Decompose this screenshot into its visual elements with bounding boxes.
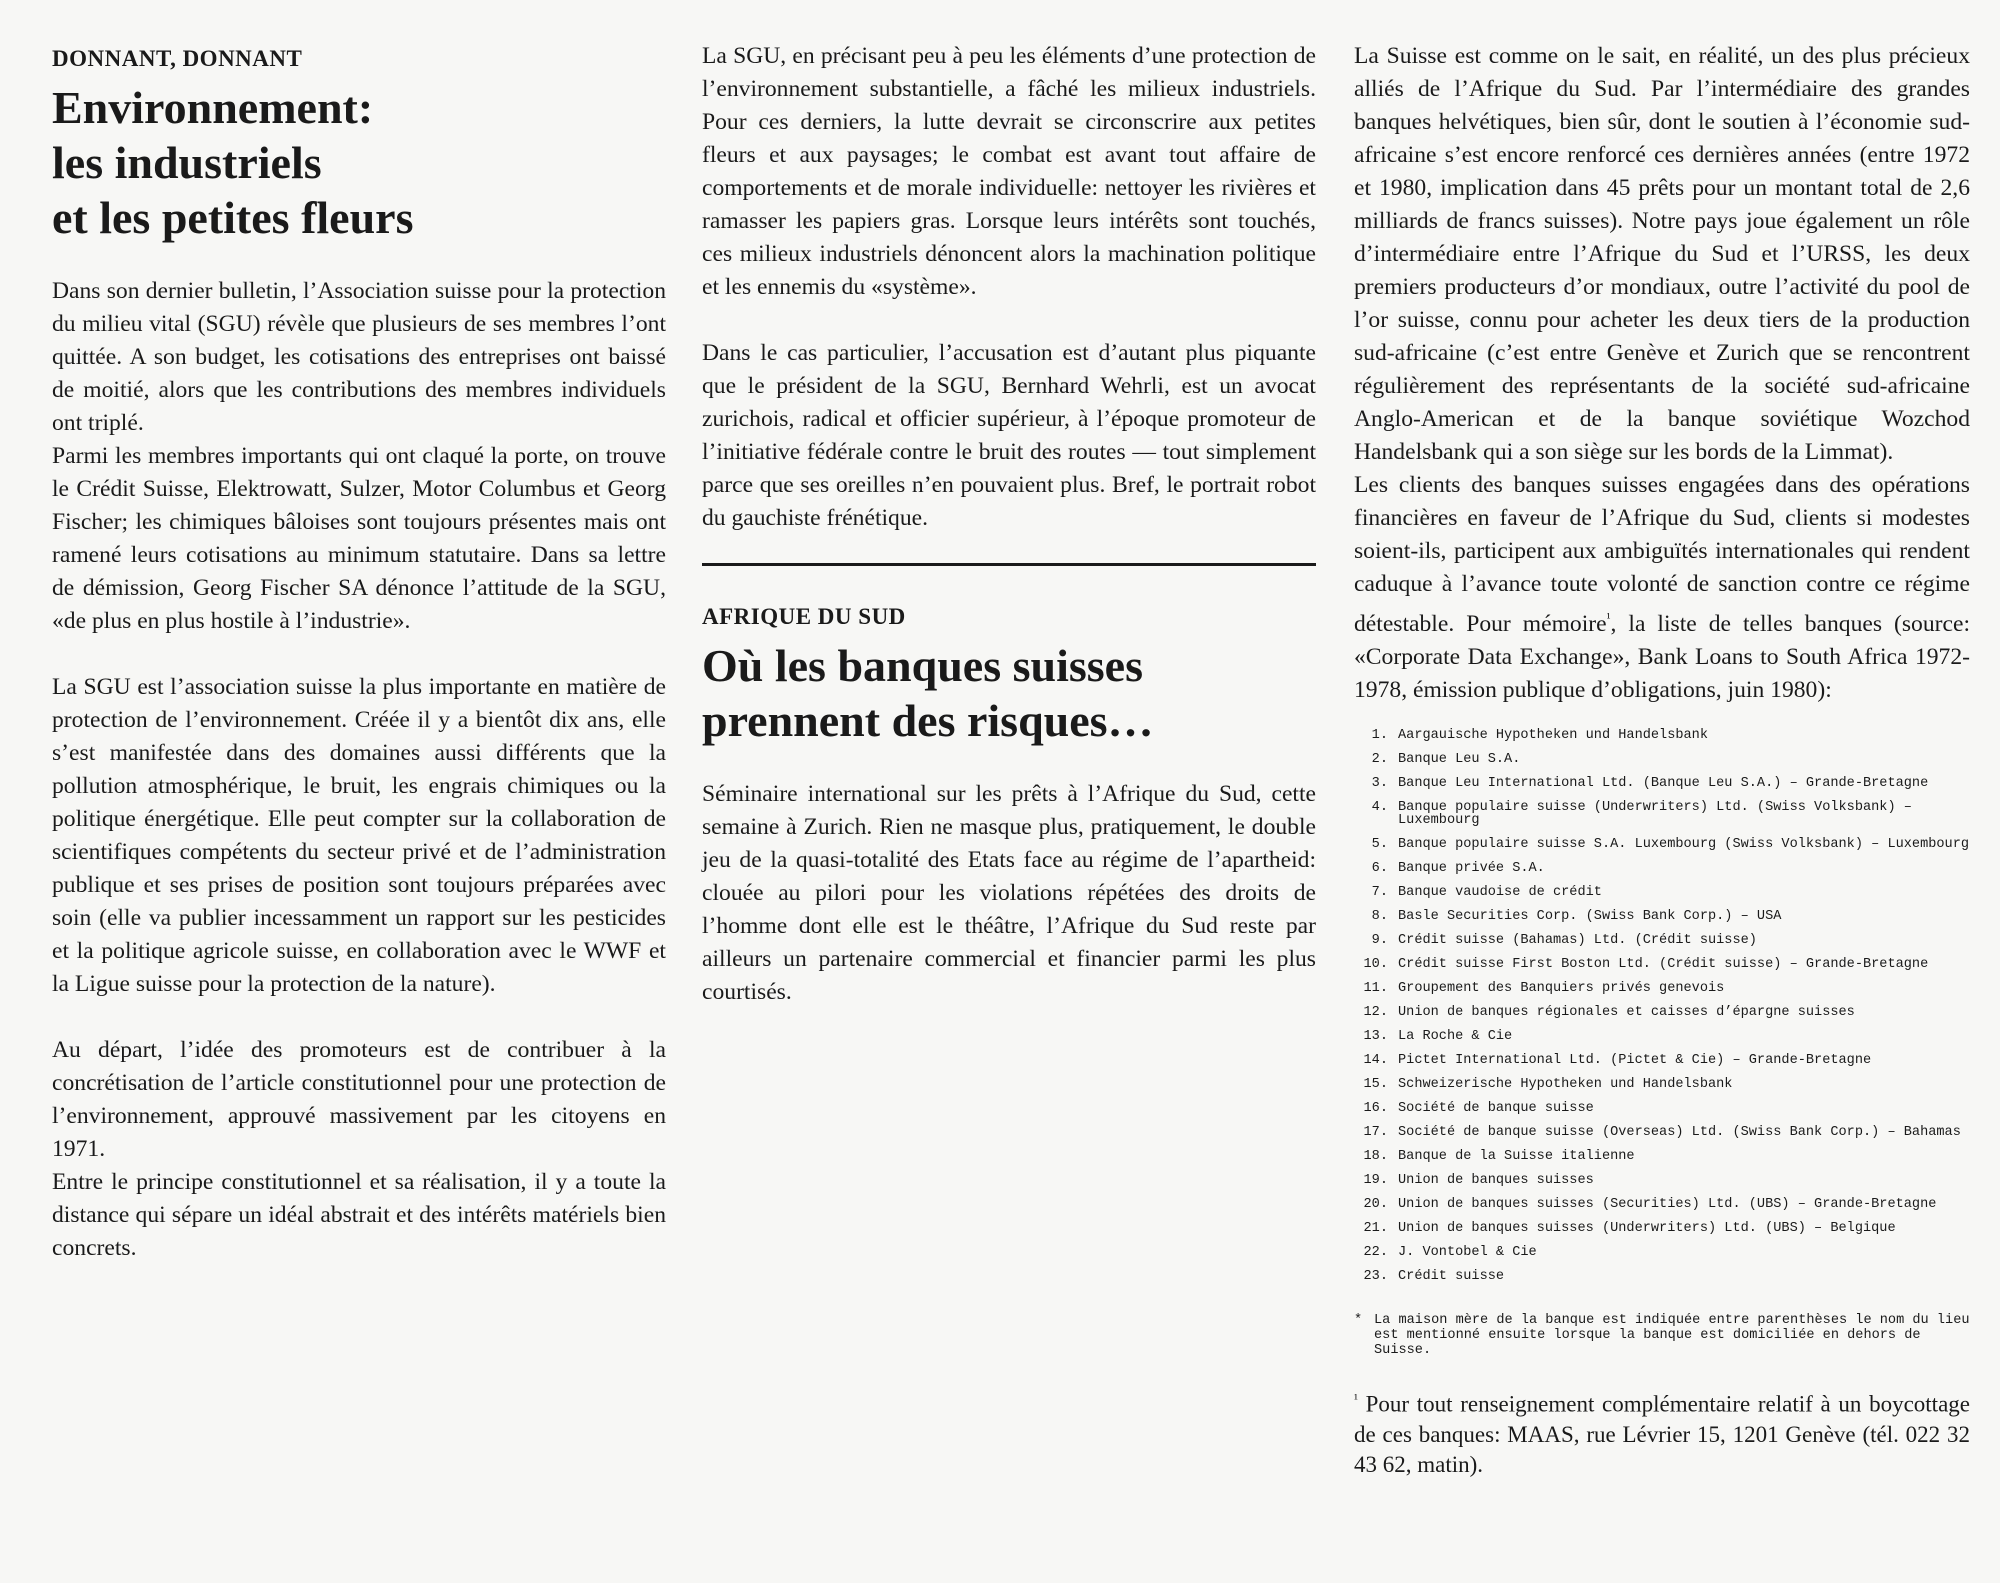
bank-list-item bbox=[1354, 1126, 1970, 1139]
footnote-ref: ¹ bbox=[1606, 610, 1611, 625]
bank-name: Union de banques suisses (Underwriters) Ltd. (UBS) – Belgique bbox=[1398, 1220, 1896, 1236]
bank-number: 17. bbox=[1363, 1124, 1388, 1140]
bank-list-item bbox=[1354, 934, 1970, 947]
bank-name: Crédit suisse (Bahamas) Ltd. (Crédit suisse) bbox=[1398, 932, 1757, 948]
bank-name: Aargauische Hypotheken und Handelsbank bbox=[1398, 727, 1708, 743]
article1-kicker: DONNANT, DONNANT bbox=[52, 46, 303, 71]
bank-name: Groupement des Banquiers privés genevois bbox=[1398, 980, 1725, 996]
bank-number: 19. bbox=[1363, 1172, 1388, 1188]
headline-line: Environnement: bbox=[52, 82, 374, 133]
bank-list-item bbox=[1354, 1150, 1970, 1163]
bank-list bbox=[1354, 729, 1970, 1283]
article1-headline bbox=[52, 80, 666, 245]
bank-name: Banque de la Suisse italienne bbox=[1398, 1148, 1635, 1164]
footnote-marker: ¹ bbox=[1354, 1390, 1358, 1406]
paragraph: La Suisse est comme on le sait, en réalité, un des plus précieux alliés de l’Afrique du Sud. Par l’intermédiaire des grandes banques helvétiques, bien sûr, dont le soutien à l’économie sud-africaine s’est encore renforcé ces dernières années (entre 1972 et 1980, implication dans 45 prêts pour un montant total de 2,6 milliards de francs suisses). Notre pays joue également un rôle d’intermédiaire entre l’Afrique du Sud et l’URSS, les deux premiers producteurs d’or mondiaux, outre l’activité du pool de l’or suisse, connu pour acheter les deux tiers de la production sud-africaine (c’est entre Genève et Zurich que se rencontrent régulièrement des représentants de la société sud-africaine Anglo-American et de la banque soviétique Wozchod Handelsbank qui a son siège sur les bords de la Limmat). bbox=[1354, 43, 1970, 465]
bank-name: La Roche & Cie bbox=[1398, 1028, 1513, 1044]
bank-list-item bbox=[1354, 1078, 1970, 1091]
bank-list-item bbox=[1354, 1030, 1970, 1043]
bank-list-item bbox=[1354, 862, 1970, 875]
bank-name: Basle Securities Corp. (Swiss Bank Corp.) – USA bbox=[1398, 908, 1782, 924]
bank-list-item bbox=[1354, 801, 1970, 827]
bank-number: 4. bbox=[1371, 799, 1388, 815]
bank-list-item bbox=[1354, 838, 1970, 851]
list-note bbox=[1354, 1313, 1970, 1358]
bank-number: 23. bbox=[1363, 1268, 1388, 1284]
bank-name: Société de banque suisse bbox=[1398, 1100, 1594, 1116]
article2-headline bbox=[702, 638, 1316, 748]
bank-name: Schweizerische Hypotheken und Handelsbank bbox=[1398, 1076, 1733, 1092]
paragraph: Dans le cas particulier, l’accusation est d’autant plus piquante que le président de la SGU, Bernhard Wehrli, est un avocat zurichois, radical et officier supérieur, à l’époque promoteur de l’initiative fédérale contre le bruit des routes — tout simplement parce que ses oreilles n’en pouvaient plus. Bref, le portrait robot du gauchiste frénétique. bbox=[702, 340, 1316, 531]
bank-number: 1. bbox=[1371, 727, 1388, 743]
bank-number: 11. bbox=[1363, 980, 1388, 996]
bank-number: 9. bbox=[1371, 932, 1388, 948]
headline-line: et les petites fleurs bbox=[52, 192, 414, 243]
bank-list-item bbox=[1354, 958, 1970, 971]
bank-name: Banque populaire suisse S.A. Luxembourg (Swiss Volksbank) – Luxembourg bbox=[1398, 836, 1970, 852]
bank-name: Société de banque suisse (Overseas) Ltd. (Swiss Bank Corp.) – Bahamas bbox=[1398, 1124, 1961, 1140]
bank-list-item bbox=[1354, 1270, 1970, 1283]
bank-name: Banque Leu International Ltd. (Banque Leu S.A.) – Grande-Bretagne bbox=[1398, 775, 1929, 791]
paragraph: Au départ, l’idée des promoteurs est de contribuer à la concrétisation de l’article constitutionnel pour une protection de l’environnement, approuvé massivement par les citoyens en 1971. bbox=[52, 1037, 666, 1162]
footnote-text: Pour tout renseignement complémentaire relatif à un boycottage de ces banques: MAAS, rue Lévrier 15, 1201 Genève (tél. 022 32 43 62, matin). bbox=[1354, 1391, 1970, 1477]
column-1 bbox=[52, 40, 666, 1265]
bank-number: 3. bbox=[1371, 775, 1388, 791]
bank-number: 21. bbox=[1363, 1220, 1388, 1236]
bank-name: Banque populaire suisse (Underwriters) Ltd. (Swiss Volksbank) – Luxembourg bbox=[1398, 799, 1912, 828]
bank-number: 13. bbox=[1363, 1028, 1388, 1044]
bank-number: 16. bbox=[1363, 1100, 1388, 1116]
bank-list-item bbox=[1354, 982, 1970, 995]
bank-name: Union de banques suisses bbox=[1398, 1172, 1594, 1188]
bank-number: 8. bbox=[1371, 908, 1388, 924]
bank-name: Banque Leu S.A. bbox=[1398, 751, 1521, 767]
article-divider bbox=[702, 563, 1316, 566]
headline-line: Où les banques suisses bbox=[702, 640, 1143, 691]
bank-name: Pictet International Ltd. (Pictet & Cie) – Grande-Bretagne bbox=[1398, 1052, 1872, 1068]
paragraph: La SGU, en précisant peu à peu les éléments d’une protection de l’environnement substantielle, a fâché les milieux industriels. Pour ces derniers, la lutte devrait se circonscrire aux petites fleurs et aux paysages; le combat est avant tout affaire de comportements et de morale individuelle: nettoyer les rivières et ramasser les papiers gras. Lorsque leurs intérêts sont touchés, ces milieux industriels dénoncent alors la machination politique et les ennemis du «système». bbox=[702, 43, 1316, 300]
article2-kicker: AFRIQUE DU SUD bbox=[702, 604, 906, 629]
bank-name: Banque privée S.A. bbox=[1398, 860, 1545, 876]
bank-name: Crédit suisse First Boston Ltd. (Crédit suisse) – Grande-Bretagne bbox=[1398, 956, 1929, 972]
headline-line: les industriels bbox=[52, 137, 322, 188]
paragraph: La SGU est l’association suisse la plus importante en matière de protection de l’environnement. Créée il y a bientôt dix ans, elle s’est manifestée dans des domaines aussi différents que la pollution atmosphérique, le bruit, les engrais chimiques ou la politique énergétique. Elle peut compter sur la collaboration de scientifiques compétents du secteur privé et de l’administration publique et ses prises de position sont toujours préparées avec soin (elle va publier incessamment un rapport sur les pesticides et la politique agricole suisse, en collaboration avec le WWF et la Ligue suisse pour la protection de la nature). bbox=[52, 674, 666, 997]
bank-list-item bbox=[1354, 1006, 1970, 1019]
bank-number: 18. bbox=[1363, 1148, 1388, 1164]
bank-list-item bbox=[1354, 1174, 1970, 1187]
bank-list-item bbox=[1354, 1054, 1970, 1067]
bank-number: 10. bbox=[1363, 956, 1388, 972]
paragraph-text: , la liste de telles banques (source: «Corporate Data Exchange», Bank Loans to South Africa 1972-1978, émission publique d’obligations, juin 1980): bbox=[1354, 610, 1970, 703]
bank-name: Crédit suisse bbox=[1398, 1268, 1505, 1284]
bank-number: 22. bbox=[1363, 1244, 1388, 1260]
bank-list-item bbox=[1354, 1198, 1970, 1211]
column-3 bbox=[1354, 40, 1970, 1480]
bank-list-item bbox=[1354, 729, 1970, 742]
bank-list-item bbox=[1354, 753, 1970, 766]
paragraph bbox=[1354, 469, 1970, 707]
bank-number: 15. bbox=[1363, 1076, 1388, 1092]
bank-list-item bbox=[1354, 886, 1970, 899]
footnote bbox=[1354, 1384, 1970, 1480]
bank-name: J. Vontobel & Cie bbox=[1398, 1244, 1537, 1260]
headline-line: prennent des risques… bbox=[702, 695, 1154, 746]
bank-number: 6. bbox=[1371, 860, 1388, 876]
bank-number: 12. bbox=[1363, 1004, 1388, 1020]
bank-list-item bbox=[1354, 1102, 1970, 1115]
bank-number: 7. bbox=[1371, 884, 1388, 900]
paragraph-text: Les clients des banques suisses engagées dans des opérations financières en faveur de l’Afrique du Sud, clients si modestes soient-ils, participent aux ambiguïtés internationales qui rendent caduque à l’avance toute volonté de sanction contre ce régime détestable. Pour mémoire bbox=[1354, 472, 1970, 637]
bank-list-item bbox=[1354, 1246, 1970, 1259]
bank-name: Union de banques régionales et caisses d’épargne suisses bbox=[1398, 1004, 1855, 1020]
bank-list-item bbox=[1354, 1222, 1970, 1235]
bank-name: Banque vaudoise de crédit bbox=[1398, 884, 1602, 900]
bank-number: 2. bbox=[1371, 751, 1388, 767]
bank-list-item bbox=[1354, 777, 1970, 790]
bank-list-item bbox=[1354, 910, 1970, 923]
note-marker: * bbox=[1354, 1312, 1363, 1328]
note-text: La maison mère de la banque est indiquée entre parenthèses le nom du lieu est mentionné ensuite lorsque la banque est domiciliée en dehors de Suisse. bbox=[1374, 1312, 1970, 1358]
paragraph: Séminaire international sur les prêts à l’Afrique du Sud, cette semaine à Zurich. Rien ne masque plus, pratiquement, le double jeu de la quasi-totalité des Etats face au régime de l’apartheid: clouée au pilori pour les violations répétées des droits de l’homme dont elle est le théâtre, l’Afrique du Sud reste par ailleurs un partenaire commercial et financier parmi les plus courtisés. bbox=[702, 781, 1316, 1005]
paragraph: Parmi les membres importants qui ont claqué la porte, on trouve le Crédit Suisse, Elektrowatt, Sulzer, Motor Columbus et Georg Fischer; les chimiques bâloises sont toujours présentes mais ont ramené leurs cotisations au minimum statutaire. Dans sa lettre de démission, Georg Fischer SA dénonce l’attitude de la SGU, «de plus en plus hostile à l’industrie». bbox=[52, 443, 666, 634]
bank-name: Union de banques suisses (Securities) Ltd. (UBS) – Grande-Bretagne bbox=[1398, 1196, 1937, 1212]
bank-number: 20. bbox=[1363, 1196, 1388, 1212]
column-2 bbox=[702, 40, 1316, 1009]
paragraph: Entre le principe constitutionnel et sa réalisation, il y a toute la distance qui sépare un idéal abstrait et des intérêts matériels bien concrets. bbox=[52, 1169, 666, 1261]
bank-number: 14. bbox=[1363, 1052, 1388, 1068]
bank-number: 5. bbox=[1371, 836, 1388, 852]
paragraph: Dans son dernier bulletin, l’Association suisse pour la protection du milieu vital (SGU) révèle que plusieurs de ses membres l’ont quittée. A son budget, les cotisations des entreprises ont baissé de moitié, alors que les contributions des membres individuels ont triplé. bbox=[52, 278, 666, 436]
